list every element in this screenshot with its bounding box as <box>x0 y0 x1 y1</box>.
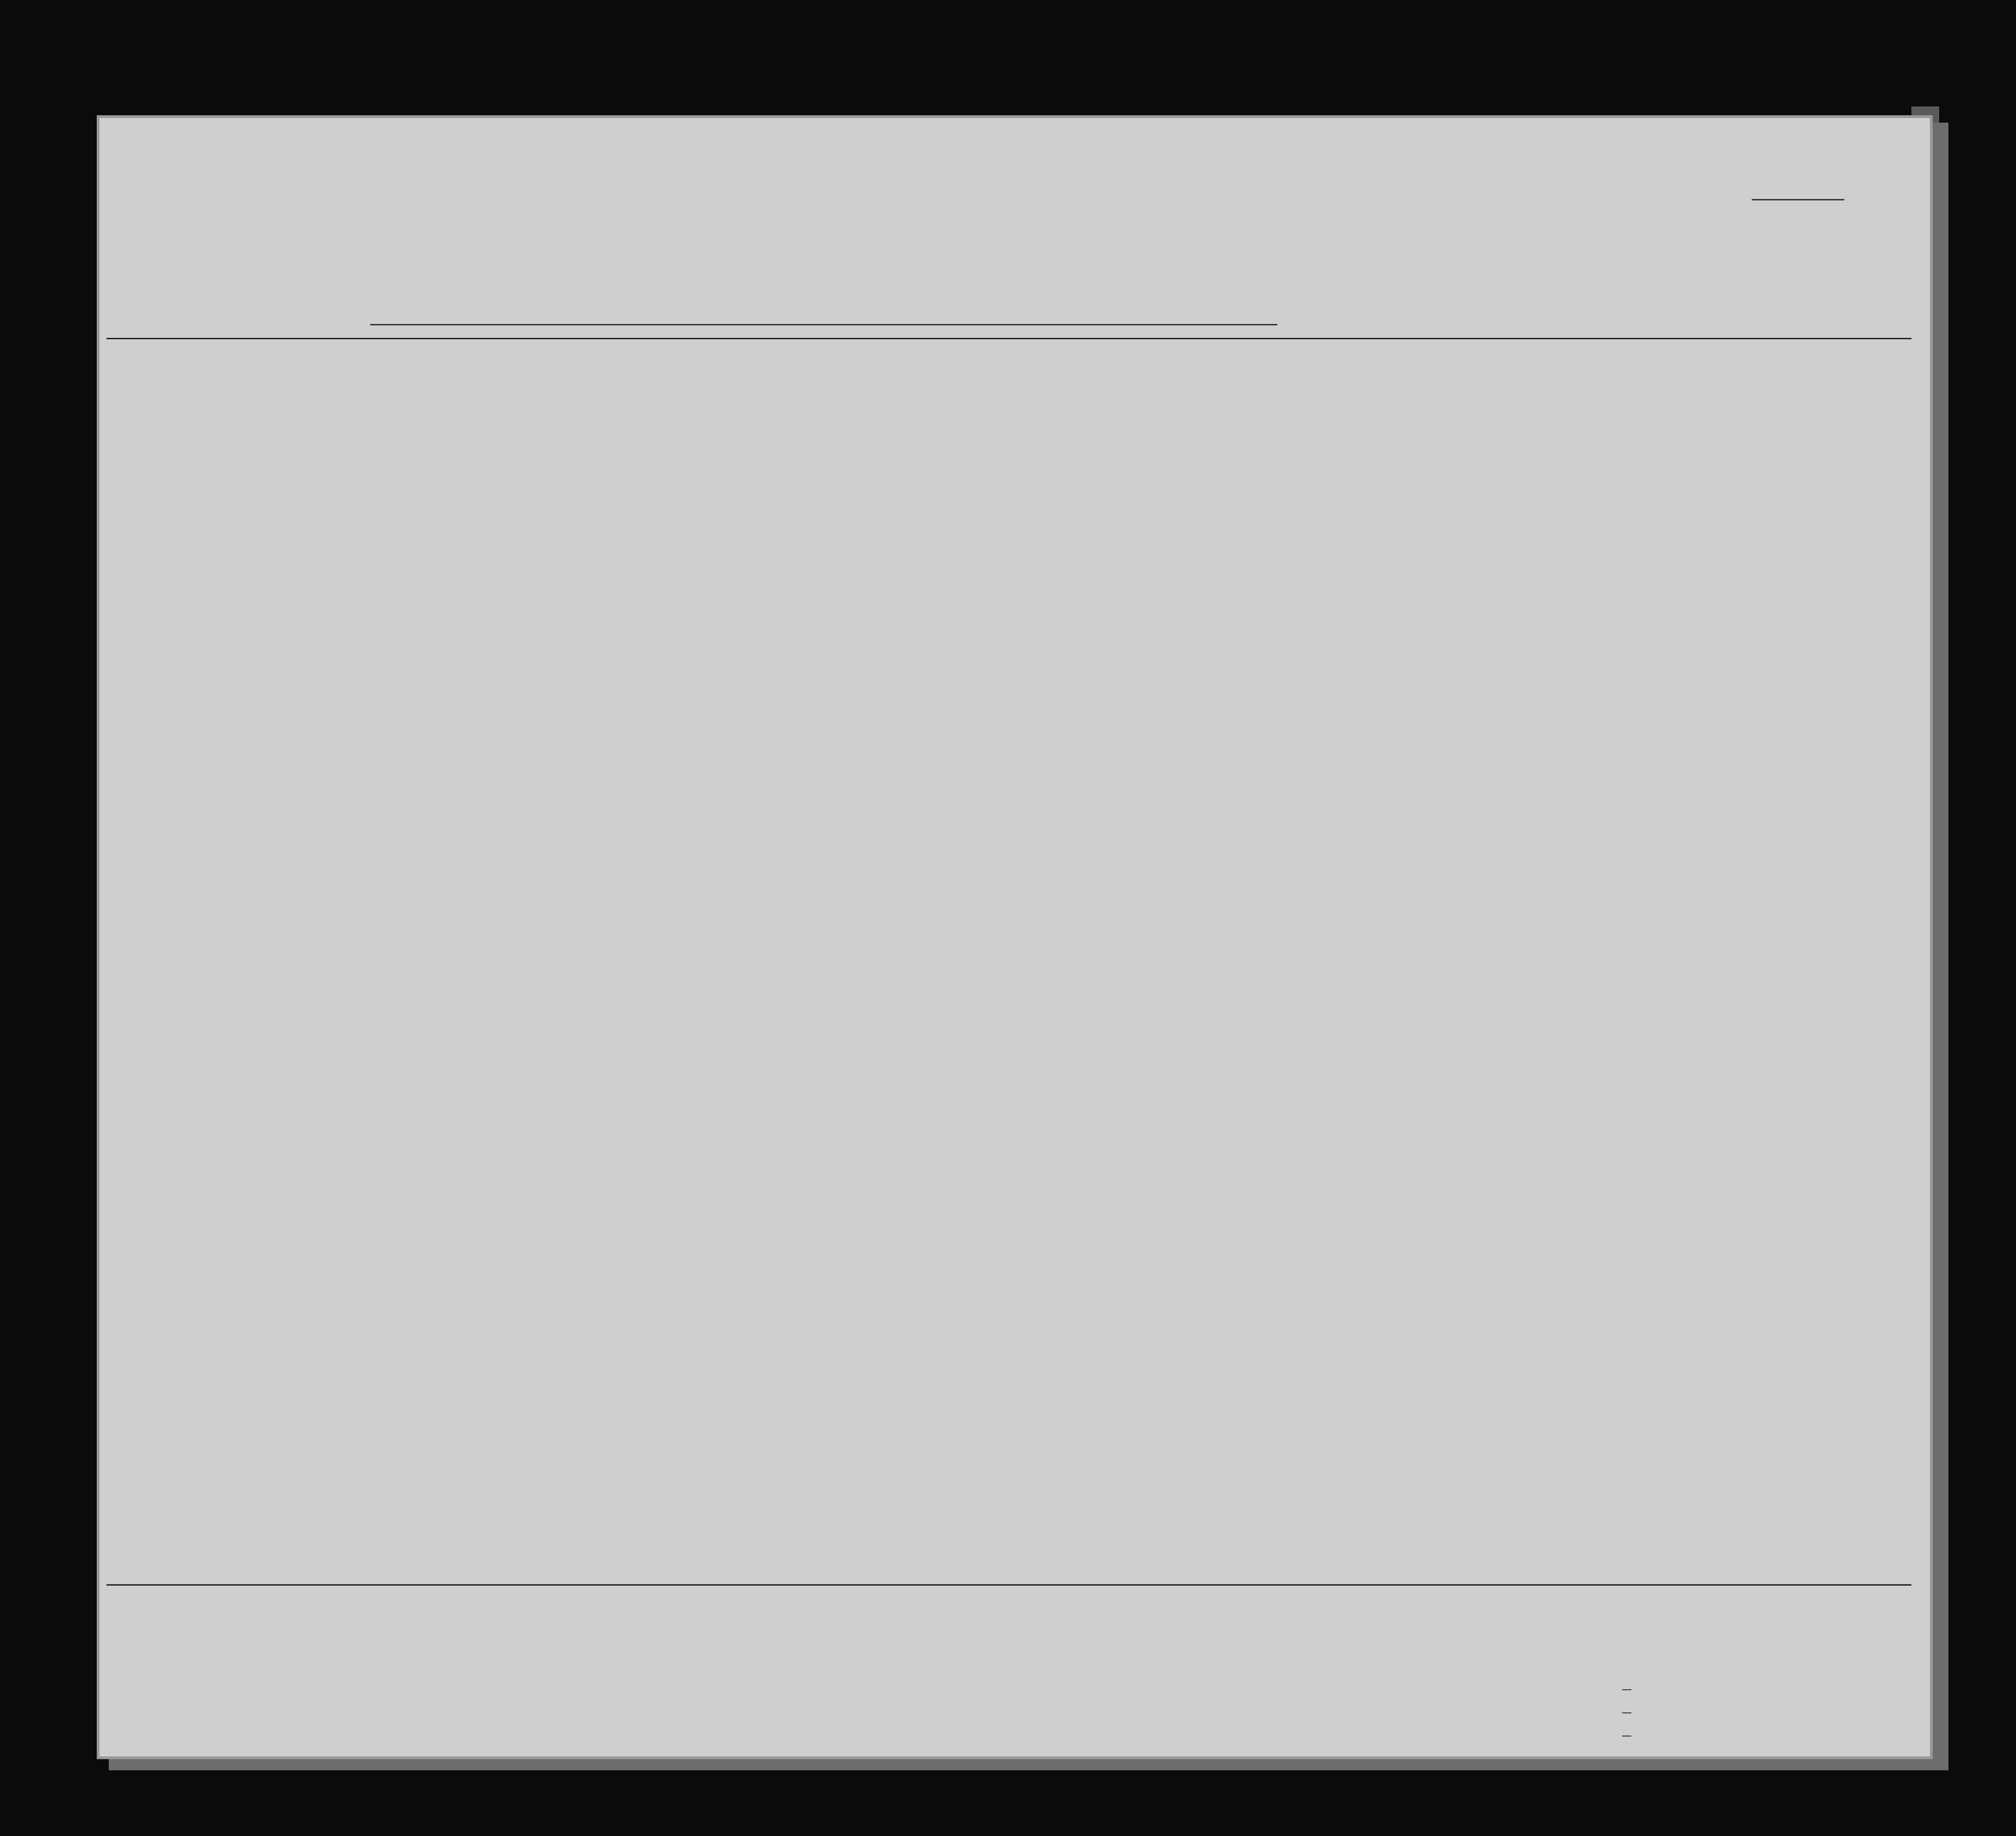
list-line <box>1752 199 1844 200</box>
agents-value <box>1622 1721 1631 1736</box>
agents-field <box>1530 1719 1631 1736</box>
line-value <box>1622 1675 1631 1690</box>
manifest-sheet <box>100 118 1930 1756</box>
page-subtitle <box>155 242 1705 259</box>
line-field <box>1530 1673 1631 1689</box>
owners-field <box>1530 1696 1631 1712</box>
arriving-line <box>370 324 1277 325</box>
passenger-table <box>106 338 1911 1586</box>
owners-value <box>1622 1698 1631 1713</box>
